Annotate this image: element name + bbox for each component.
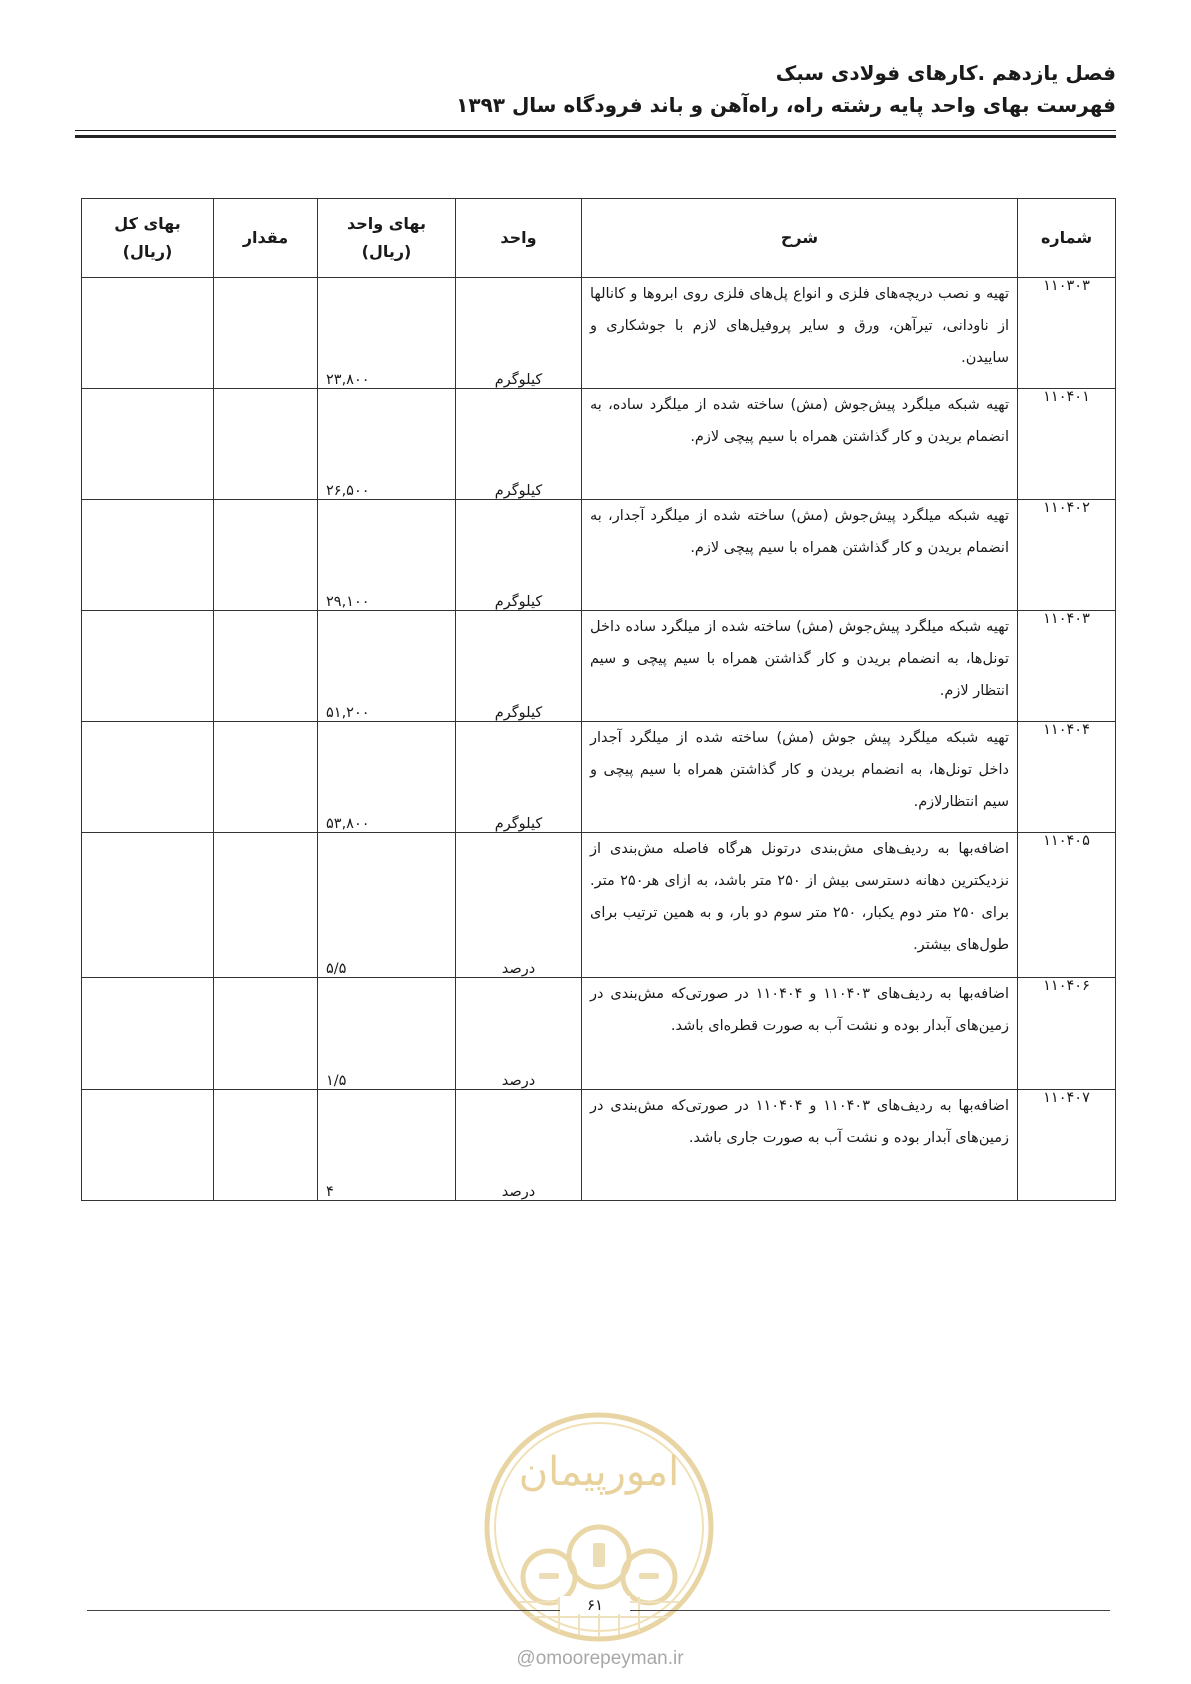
table-header-row	[82, 199, 1116, 278]
header-unit: واحد	[456, 199, 582, 278]
row-total	[82, 1090, 214, 1201]
page-number: ۶۱	[560, 1596, 630, 1614]
header-unit-price-currency: (ریال)	[361, 242, 412, 261]
header-rule-thin	[75, 130, 1116, 131]
row-unit-price: ۵/۵	[318, 833, 456, 978]
row-unit-price: ۴	[318, 1090, 456, 1201]
row-quantity	[214, 978, 318, 1090]
row-unit-price: ۲۶,۵۰۰	[318, 389, 456, 500]
row-description: تهیه شبکه میلگرد پیش‌جوش (مش) ساخته شده از میلگرد ساده، به انضمام بریدن و کار گذاشتن همراه با سیم پیچی لازم.	[582, 389, 1018, 500]
row-unit: درصد	[456, 833, 582, 978]
row-code: ۱۱۰۴۰۱	[1018, 389, 1116, 500]
row-quantity	[214, 611, 318, 722]
table-row	[82, 278, 1116, 389]
header-total-currency: (ریال)	[122, 242, 173, 261]
row-total	[82, 722, 214, 833]
header-quantity: مقدار	[214, 199, 318, 278]
table-row	[82, 833, 1116, 978]
chapter-title: فصل یازدهم .کارهای فولادی سبک	[775, 61, 1116, 85]
document-subtitle: فهرست بهای واحد پایه رشته راه، راه‌آهن و باند فرودگاه سال ۱۳۹۳	[456, 93, 1116, 117]
header-total-label: بهای کل	[114, 214, 181, 233]
table-row	[82, 500, 1116, 611]
table-row	[82, 611, 1116, 722]
page-header	[76, 58, 1116, 122]
row-description: تهیه شبکه میلگرد پیش جوش (مش) ساخته شده از میلگرد آجدار داخل تونل‌ها، به انضمام بریدن و کار گذاشتن همراه با سیم پیچی و سیم انتظارلازم.	[582, 722, 1018, 833]
row-description: اضافه‌بها به ردیف‌های ۱۱۰۴۰۳ و ۱۱۰۴۰۴ در صورتی‌که مش‌بندی در زمین‌های آبدار بوده و نشت آب به صورت جاری باشد.	[582, 1090, 1018, 1201]
watermark-script: امورپیمان	[518, 1449, 680, 1495]
row-total	[82, 611, 214, 722]
row-total	[82, 978, 214, 1090]
row-description: تهیه شبکه میلگرد پیش‌جوش (مش) ساخته شده از میلگرد آجدار، به انضمام بریدن و کار گذاشتن همراه با سیم پیچی لازم.	[582, 500, 1018, 611]
row-total	[82, 389, 214, 500]
row-code: ۱۱۰۴۰۷	[1018, 1090, 1116, 1201]
row-description: اضافه‌بها به ردیف‌های مش‌بندی درتونل هرگاه فاصله مش‌بندی از نزدیکترین دهانه دسترسی بیش از ۲۵۰ متر باشد، به ازای هر۲۵۰ متر. برای ۲۵۰ متر دوم یکبار، ۲۵۰ متر سوم دو بار، و به همین ترتیب برای طول‌های بیشتر.	[582, 833, 1018, 978]
table-row	[82, 389, 1116, 500]
row-description: تهیه شبکه میلگرد پیش‌جوش (مش) ساخته شده از میلگرد ساده داخل تونل‌ها، به انضمام بریدن و کار گذاشتن همراه با سیم پیچی و سیم انتظار لازم.	[582, 611, 1018, 722]
row-unit-price: ۵۳,۸۰۰	[318, 722, 456, 833]
table-row	[82, 978, 1116, 1090]
site-watermark: @omoorepeyman.ir	[516, 1648, 684, 1669]
header-total	[82, 199, 214, 278]
row-code: ۱۱۰۳۰۳	[1018, 278, 1116, 389]
row-quantity	[214, 389, 318, 500]
row-unit: درصد	[456, 978, 582, 1090]
row-quantity	[214, 722, 318, 833]
row-quantity	[214, 833, 318, 978]
row-unit-price: ۵۱,۲۰۰	[318, 611, 456, 722]
row-code: ۱۱۰۴۰۲	[1018, 500, 1116, 611]
row-quantity	[214, 278, 318, 389]
row-description: اضافه‌بها به ردیف‌های ۱۱۰۴۰۳ و ۱۱۰۴۰۴ در صورتی‌که مش‌بندی در زمین‌های آبدار بوده و نشت آب به صورت قطره‌ای باشد.	[582, 978, 1018, 1090]
row-unit: کیلوگرم	[456, 611, 582, 722]
row-description: تهیه و نصب دریچه‌های فلزی و انواع پل‌های فلزی روی ابروها و کانالها از ناودانی، تیرآهن، ورق و سایر پروفیل‌های لازم با جوشکاری و ساییدن.	[582, 278, 1018, 389]
row-unit-price: ۲۹,۱۰۰	[318, 500, 456, 611]
header-description: شرح	[582, 199, 1018, 278]
row-unit: درصد	[456, 1090, 582, 1201]
row-total	[82, 833, 214, 978]
row-code: ۱۱۰۴۰۴	[1018, 722, 1116, 833]
row-unit: کیلوگرم	[456, 389, 582, 500]
row-unit-price: ۲۳,۸۰۰	[318, 278, 456, 389]
row-unit: کیلوگرم	[456, 500, 582, 611]
header-unit-price	[318, 199, 456, 278]
header-unit-price-label: بهای واحد	[346, 214, 426, 233]
row-code: ۱۱۰۴۰۳	[1018, 611, 1116, 722]
row-code: ۱۱۰۴۰۶	[1018, 978, 1116, 1090]
header-code: شماره	[1018, 199, 1116, 278]
table-row	[82, 1090, 1116, 1201]
row-quantity	[214, 1090, 318, 1201]
scales-icon	[539, 1543, 659, 1579]
row-quantity	[214, 500, 318, 611]
row-code: ۱۱۰۴۰۵	[1018, 833, 1116, 978]
row-total	[82, 278, 214, 389]
row-unit: کیلوگرم	[456, 278, 582, 389]
table-row	[82, 722, 1116, 833]
row-total	[82, 500, 214, 611]
price-list-table	[81, 198, 1116, 1201]
row-unit: کیلوگرم	[456, 722, 582, 833]
header-rule-thick	[75, 135, 1116, 138]
row-unit-price: ۱/۵	[318, 978, 456, 1090]
